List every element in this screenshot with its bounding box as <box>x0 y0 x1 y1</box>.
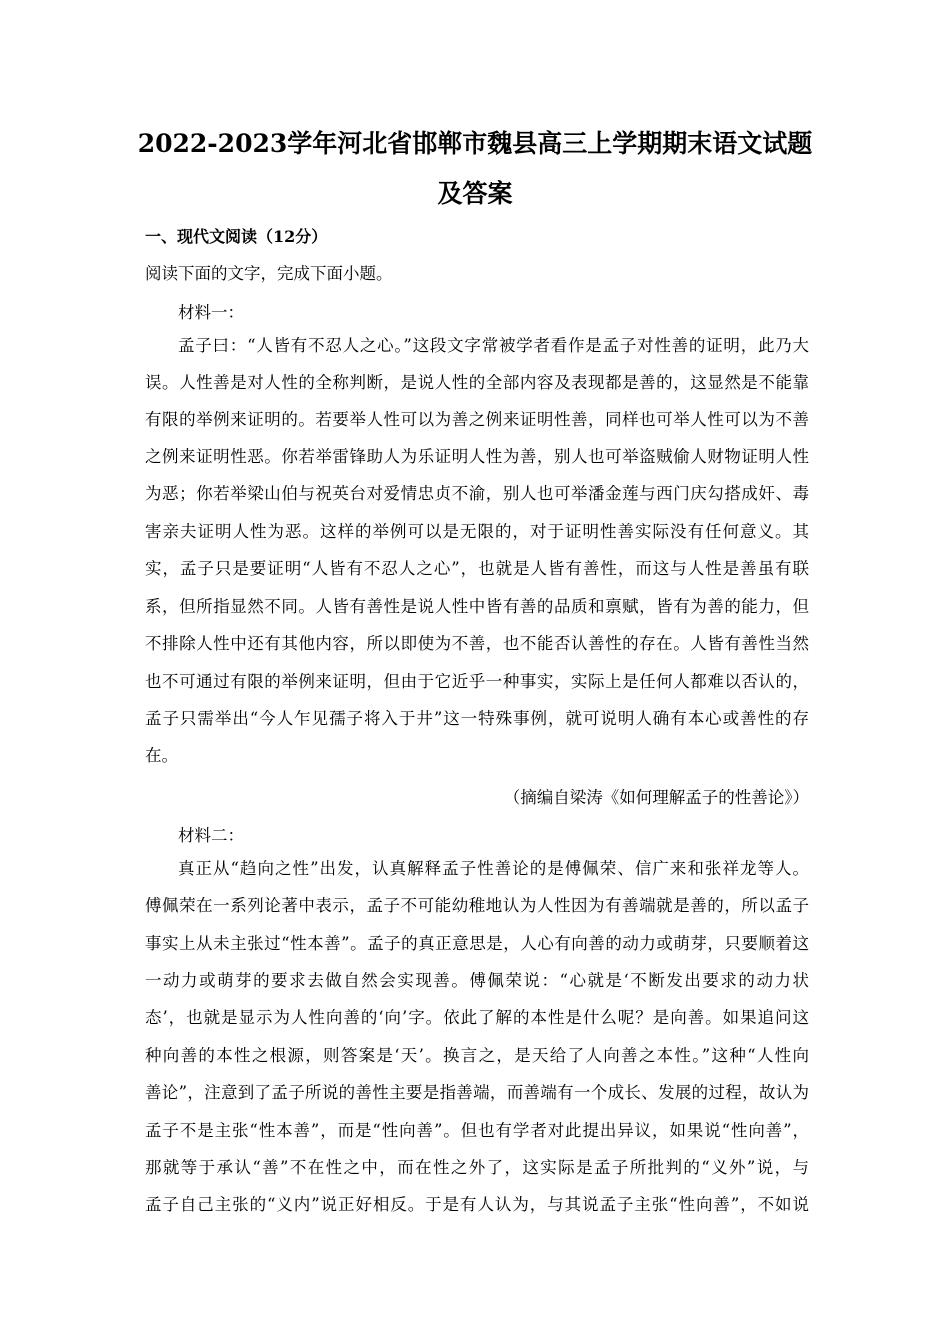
material-1-line: 为恶；你若举梁山伯与祝英台对爱情忠贞不渝，别人也可举潘金莲与西门庆勾搭成奸、毒 <box>145 484 809 503</box>
material-1-line: 孟子只需举出“今人乍见孺子将入于井”这一特殊事例，就可说明人确有本心或善性的存 <box>145 709 809 728</box>
section-heading: 一、现代文阅读（12分） <box>145 227 328 246</box>
material-2-line: 事实上从未主张过“性本善”。孟子的真正意思是，人心有向善的动力或萌芽，只要顺着这 <box>145 934 809 953</box>
material-2-line: 傅佩荣在一系列论著中表示，孟子不可能幼稚地认为人性因为有善端就是善的，所以孟子 <box>145 896 809 915</box>
material-1-source: （摘编自梁涛《如何理解孟子的性善论》） <box>503 788 809 807</box>
document-title-line-1: 2022-2023学年河北省邯郸市魏县高三上学期期末语文试题 <box>137 129 813 158</box>
material-1-label: 材料一： <box>178 303 244 322</box>
material-2-line: 那就等于承认“善”不在性之中，而在性之外了，这实际是孟子所批判的“义外”说，与 <box>145 1158 809 1177</box>
material-2-line: 态’，也就是显示为人性向善的‘向’字。依此了解的本性是什么呢？是向善。如果追问这 <box>145 1008 809 1027</box>
material-1-line: 有限的举例来证明的。若要举人性可以为善之例来证明性善，同样也可举人性可以为不善 <box>145 410 809 429</box>
material-1-line: 在。 <box>145 746 178 765</box>
material-1-line: 系，但所指显然不同。人皆有善性是说人性中皆有善的品质和禀赋，皆有为善的能力，但 <box>145 597 809 616</box>
document-title-line-2: 及答案 <box>437 179 513 208</box>
material-1-line: 实，孟子只是要证明“人皆有不忍人之心”，也就是人皆有善性，而这与人性是善虽有联 <box>145 559 809 578</box>
material-2-line: 种向善的本性之根源，则答案是‘天’。换言之，是天给了人向善之本性。”这种“人性向 <box>145 1046 809 1065</box>
material-1-line: 之例来证明性恶。你若举雷锋助人为乐证明人性为善，别人也可举盗贼偷人财物证明人性 <box>145 447 809 466</box>
material-2-label: 材料二： <box>178 826 244 845</box>
material-2-line: 善论”，注意到了孟子所说的善性主要是指善端，而善端有一个成长、发展的过程，故认为 <box>145 1083 809 1102</box>
instruction-text: 阅读下面的文字，完成下面小题。 <box>145 264 393 283</box>
material-1-line: 孟子曰：“人皆有不忍人之心。”这段文字常被学者看作是孟子对性善的证明，此乃大 <box>178 336 809 355</box>
material-1-line: 误。人性善是对人性的全称判断，是说人性的全部内容及表现都是善的，这显然是不能靠 <box>145 373 809 392</box>
material-1-line: 也不可通过有限的举例来证明，但由于它近乎一种事实，实际上是任何人都难以否认的， <box>145 672 809 691</box>
material-2-line: 孟子自己主张的“义内”说正好相反。于是有人认为，与其说孟子主张“性向善”，不如说 <box>145 1195 809 1214</box>
material-1-line: 不排除人性中还有其他内容，所以即使为不善，也不能否认善性的存在。人皆有善性当然 <box>145 634 809 653</box>
material-1-line: 害亲夫证明人性为恶。这样的举例可以是无限的，对于证明性善实际没有任何意义。其 <box>145 522 809 541</box>
material-2-line: 孟子不是主张“性本善”，而是“性向善”。但也有学者对此提出异议，如果说“性向善”， <box>145 1121 809 1140</box>
material-2-line: 真正从“趋向之性”出发，认真解释孟子性善论的是傅佩荣、信广来和张祥龙等人。 <box>178 859 809 878</box>
material-2-line: 一动力或萌芽的要求去做自然会实现善。傅佩荣说：“心就是‘不断发出要求的动力状 <box>145 971 809 990</box>
